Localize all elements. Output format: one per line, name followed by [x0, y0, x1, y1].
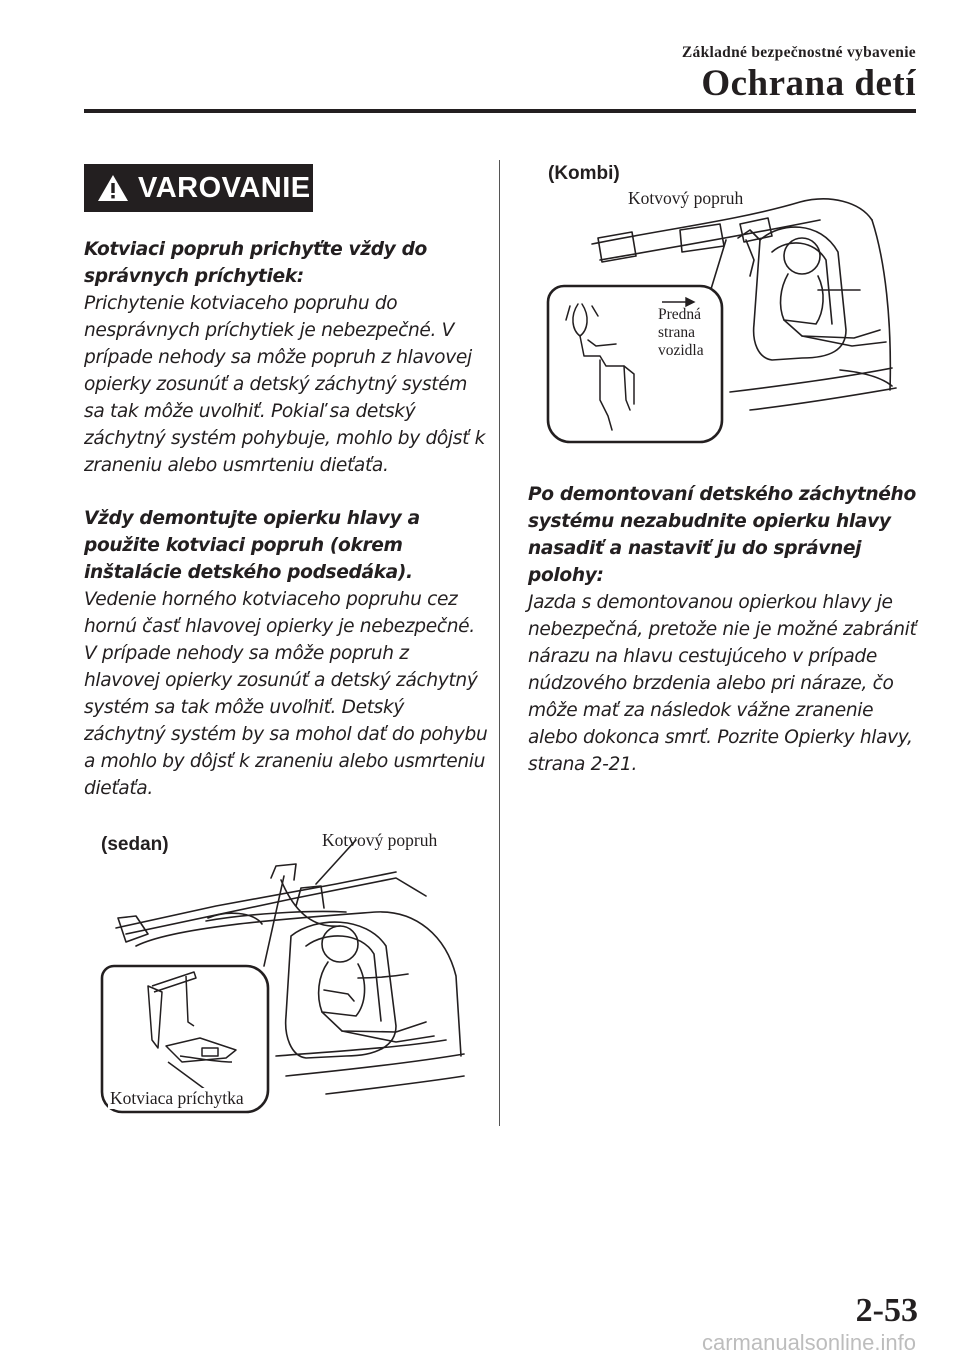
- kombi-illustration: [540, 160, 902, 450]
- watermark: carmanualsonline.info: [701, 1330, 916, 1355]
- kombi-front-label-1: Predná: [658, 306, 702, 323]
- page-number: 2-53: [855, 1292, 918, 1329]
- kombi-tether-label: Kotvový popruh: [628, 188, 744, 208]
- left-column-text: [84, 236, 488, 802]
- warning-label: VAROVANIE: [138, 171, 311, 204]
- warning-triangle-icon: [96, 173, 130, 203]
- warning-banner: [84, 164, 313, 212]
- kombi-variant-label: (Kombi): [548, 163, 620, 184]
- warning-body-3: Jazda s demontovanou opierkou hlavy je nebezpečná, pretože nie je možné zabrániť nárazu na hlavu cestujúceho v prípade núdzového brzdenia alebo pri náraze, čo môže mať za následok vážne zranenie alebo dokonca smrť. Pozrite Opierky hlavy, strana 2-21.: [528, 592, 917, 775]
- warning-heading-2: Vždy demontujte opierku hlavy a použite kotviaci popruh (okrem inštalácie detského podsedáka).: [84, 508, 420, 583]
- right-column-text: [528, 481, 918, 778]
- warning-body-2: Vedenie horného kotviaceho popruhu cez hornú časť hlavovej opierky je nebezpečné. V prípade nehody sa môže popruh z hlavovej opierky zosunúť a detský záchytný systém sa tak môže uvoľniť. Detský záchytný systém by sa mohol dať do pohybu a mohlo by dôjsť k zraneniu alebo usmrteniu dieťaťa.: [84, 589, 488, 799]
- sedan-variant-label: (sedan): [101, 834, 169, 855]
- header-rule: [84, 109, 916, 113]
- warning-heading-1: Kotviaci popruh prichyťte vždy do správnych príchytiek:: [84, 239, 427, 287]
- kombi-seat-drawing: [540, 160, 902, 450]
- sedan-illustration: [96, 826, 468, 1116]
- sedan-tether-label: Kotvový popruh: [322, 830, 438, 850]
- section-heading: Základné bezpečnostné vybavenie: [681, 44, 916, 61]
- sedan-anchor-label: Kotviaca príchytka: [110, 1088, 244, 1108]
- warning-heading-3: Po demontovaní detského záchytného systému nezabudnite opierku hlavy nasadiť a nastaviť ju do správnej polohy:: [528, 484, 916, 586]
- warning-body-1: Prichytenie kotviaceho popruhu do nesprávnych príchytiek je nebezpečné. V prípade nehody sa môže popruh z hlavovej opierky zosunúť a detský záchytný systém sa tak môže uvoľniť. Pokiaľ sa detský záchytný systém pohybuje, mohlo by dôjsť k zraneniu alebo usmrteniu dieťaťa.: [84, 293, 486, 476]
- column-divider: [499, 160, 500, 1126]
- page-title: Ochrana detí: [701, 63, 916, 104]
- sedan-seat-drawing: [96, 826, 468, 1116]
- kombi-front-label-3: vozidla: [658, 342, 704, 359]
- kombi-front-label-2: strana: [658, 324, 696, 341]
